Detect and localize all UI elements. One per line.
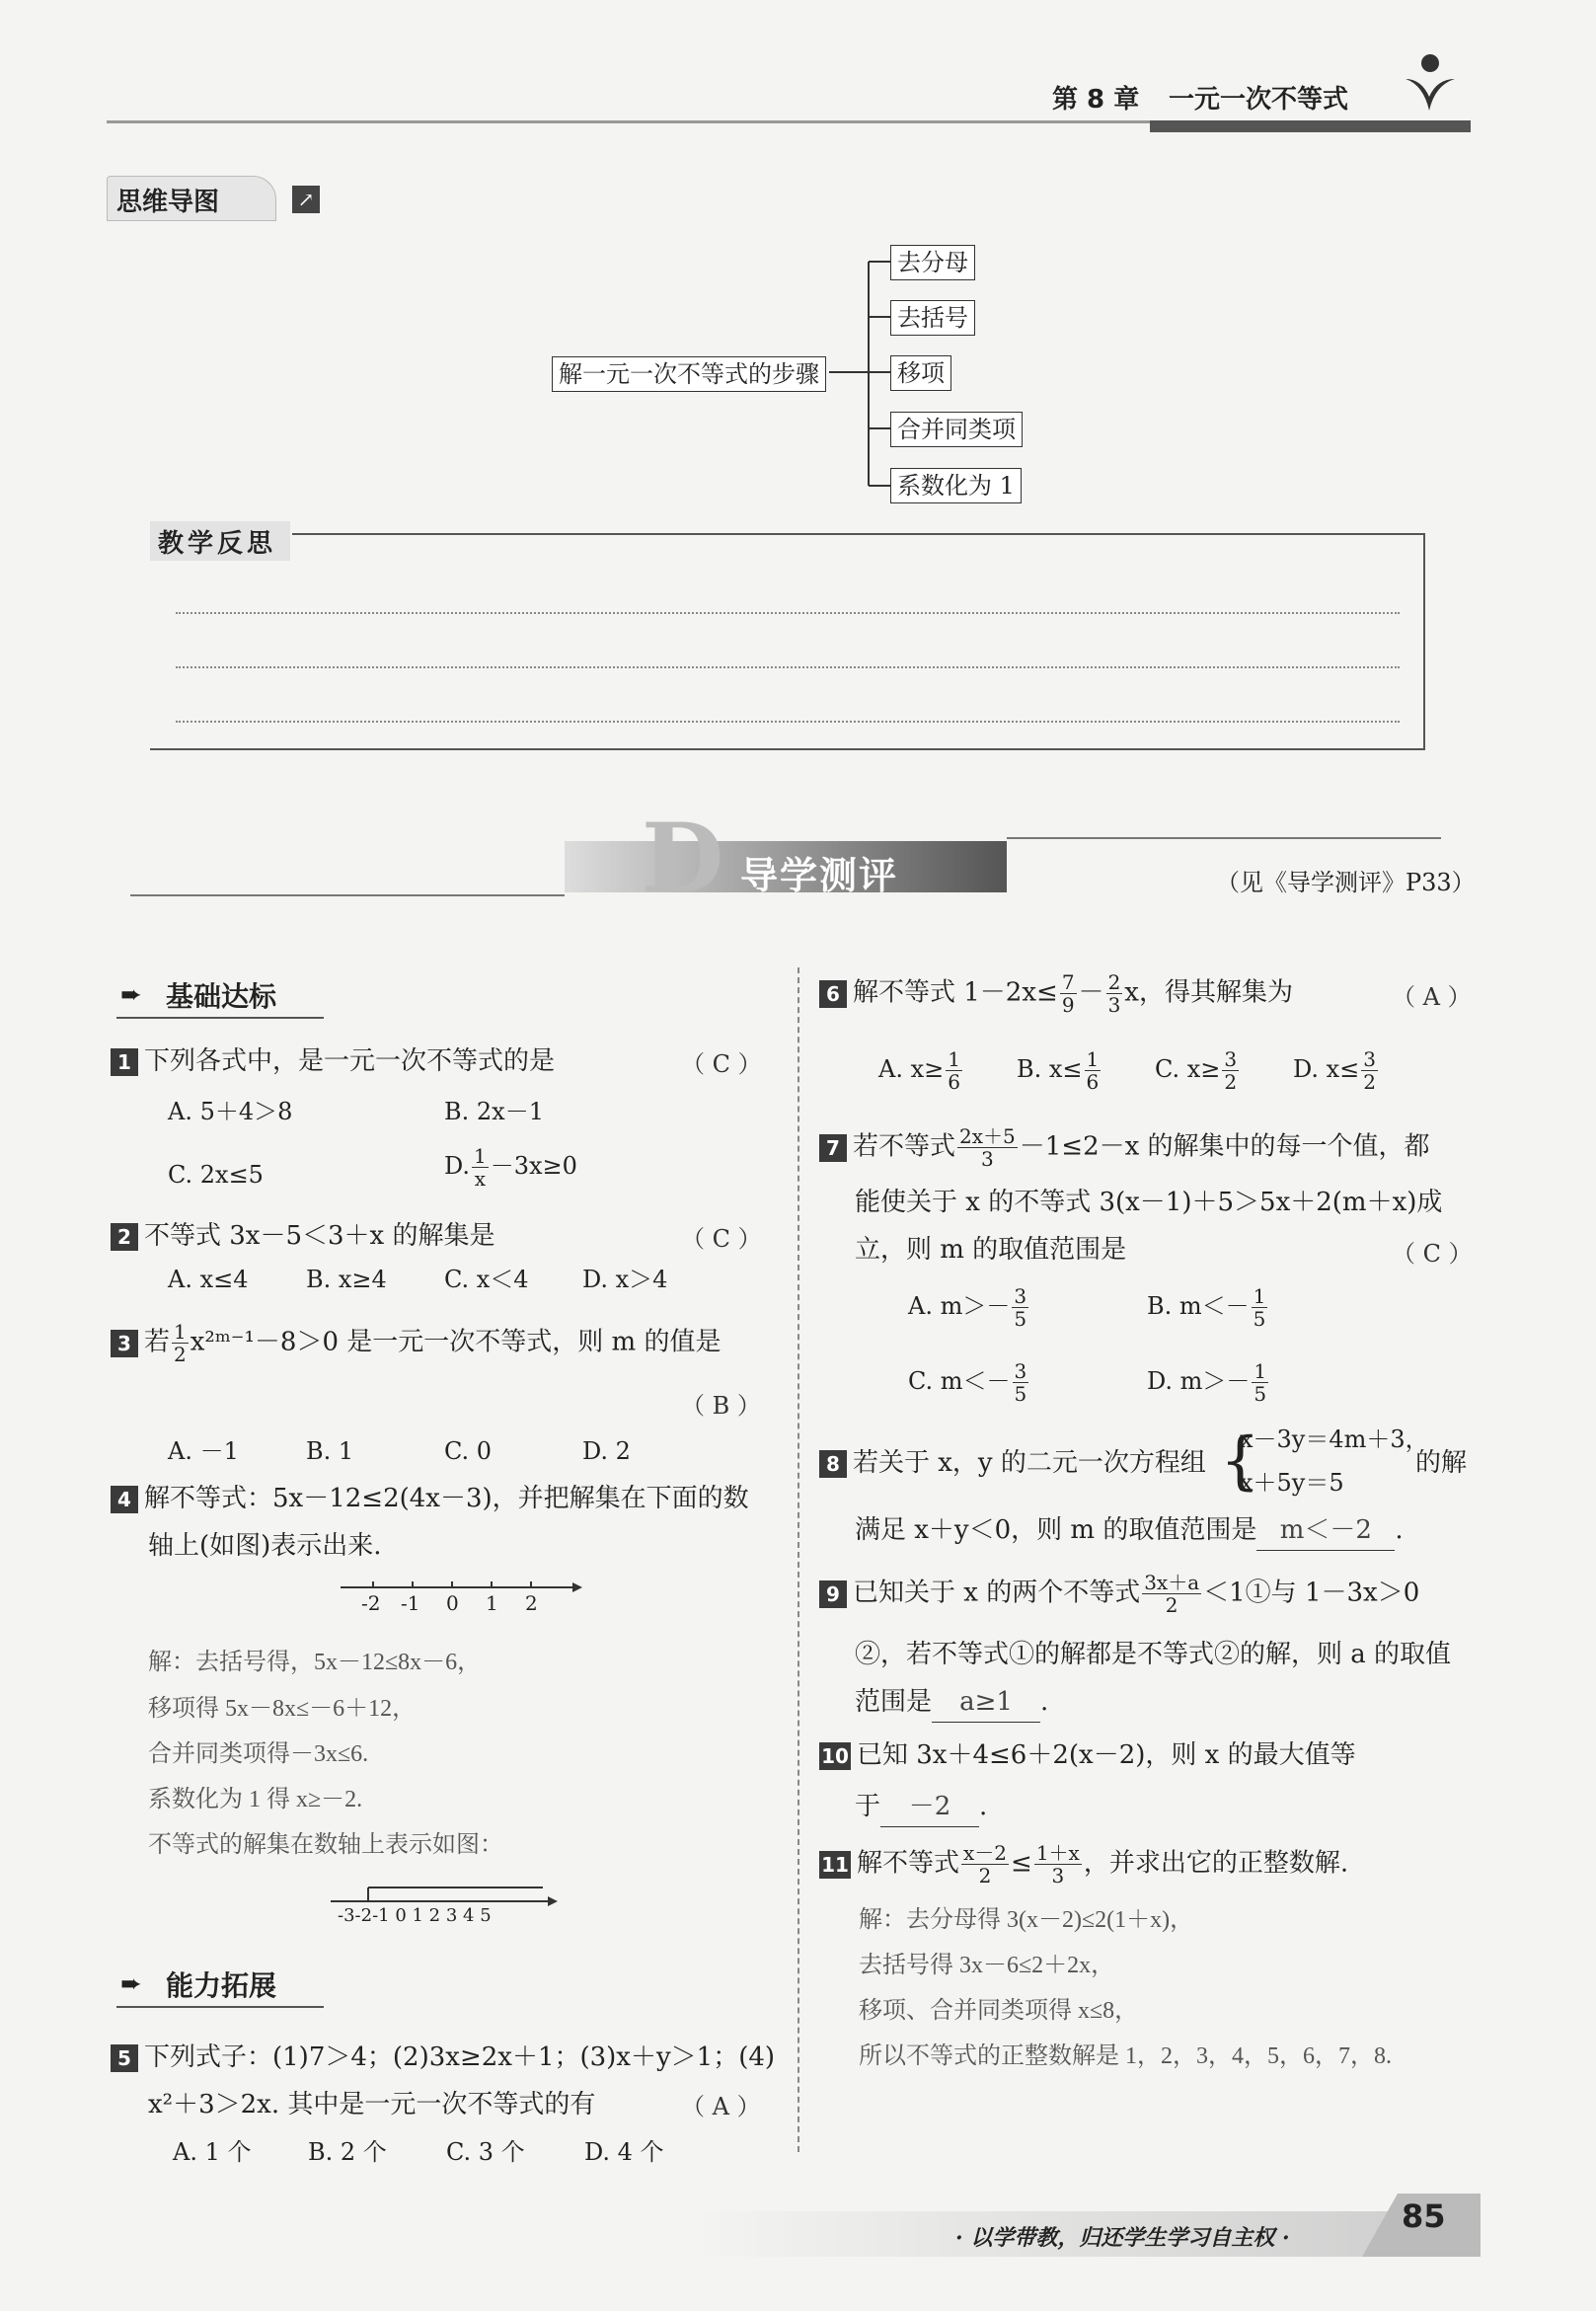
fraction: $\frac{3}{5}$ (1014, 1284, 1027, 1331)
question-text: x，得其解集为 (1124, 977, 1293, 1008)
question-2 (111, 1216, 494, 1256)
question-text: 解不等式 1－2x≤ (853, 977, 1058, 1008)
section-basic-title: 基础达标 (166, 980, 277, 1013)
fraction: $\frac{3x+a}{2}$ (1144, 1571, 1200, 1617)
option-a: A. －1 (168, 1437, 239, 1465)
fraction: $\frac{x-2}{2}$ (963, 1841, 1008, 1887)
question-text: 下列各式中，是一元一次不等式的是 (144, 1046, 556, 1076)
fraction: $\frac{3}{2}$ (1224, 1047, 1238, 1094)
section-basic-icon: ➨ (120, 980, 142, 1010)
axis-tick-label: -2 (361, 1591, 381, 1615)
solution-line: 所以不等式的正整数解是 1，2，3，4，5，6，7，8. (859, 2043, 1392, 2069)
banner-title: 导学测评 (740, 854, 899, 897)
reflection-line (176, 721, 1400, 723)
question-text: 已知关于 x 的两个不等式 (853, 1578, 1141, 1608)
reflection-line (176, 612, 1400, 614)
question-text: ，并求出它的正整数解. (1083, 1848, 1349, 1879)
axis-tick-label: 1 (486, 1591, 498, 1615)
reflection-frame (150, 533, 1425, 750)
fill-answer: －2 (880, 1787, 979, 1827)
question-text: 若 (144, 1327, 171, 1357)
fraction: $\frac{1+x}{3}$ (1035, 1841, 1080, 1887)
fraction: $\frac{1}{5}$ (1253, 1284, 1266, 1331)
question-number: 3 (111, 1330, 138, 1357)
option-c: C. x＜4 (444, 1266, 529, 1293)
axis-tick-label: 2 (525, 1591, 538, 1615)
banner-line-right (1007, 837, 1441, 839)
option-c: C. 2x≤5 (168, 1161, 264, 1189)
solution-line: 去括号得 3x－6≤2＋2x， (859, 1953, 1115, 1978)
question-9 (819, 1572, 1419, 1616)
question-text: 不等式 3x－5＜3＋x 的解集是 (144, 1221, 495, 1251)
solution-line: 解：去分母得 3(x－2)≤2(1＋x)， (859, 1907, 1194, 1933)
option-a: A. x≥ $\frac{1}{6}$ (878, 1047, 960, 1094)
banner-letter: D (642, 803, 724, 914)
page-number: 85 (1402, 2197, 1446, 2235)
question-text: 能使关于 x 的不等式 3(x－1)＋5＞5x＋2(m＋x)成 (855, 1188, 1443, 1217)
option-d (444, 1145, 577, 1190)
option-d: D. 2 (582, 1437, 631, 1465)
question-text: 若不等式 (853, 1131, 956, 1162)
axis-tick-label: 0 (446, 1591, 459, 1615)
equation-line: x－3y＝4m＋3， (1240, 1425, 1429, 1453)
option-a: A. 1 个 (173, 2138, 252, 2166)
question-8-line2: 满足 x＋y＜0，则 m 的取值范围是 m＜－2 . (855, 1510, 1404, 1551)
mindmap-step: 去括号 (890, 300, 975, 336)
question-number: 10 (819, 1742, 851, 1770)
mindmap-connector (829, 247, 898, 503)
question-number: 4 (111, 1486, 138, 1513)
question-text: 解不等式 (857, 1848, 960, 1879)
mindmap-step: 去分母 (890, 245, 975, 280)
option-d: D. m＞－ $\frac{1}{5}$ (1147, 1359, 1267, 1406)
solution-line: 解：去括号得，5x－12≤8x－6， (148, 1650, 482, 1675)
question-text: 立，则 m 的取值范围是 (855, 1235, 1127, 1265)
footer-slogan: · 以学带教，归还学生学习自主权 · (955, 2225, 1290, 2251)
option-b: B. 2x－1 (444, 1098, 544, 1125)
option-a: A. x≤4 (168, 1266, 249, 1293)
option-label: D. (444, 1152, 471, 1180)
question-text: ≤ (1011, 1848, 1032, 1879)
mindmap-root: 解一元一次不等式的步骤 (552, 356, 826, 392)
mindmap-step: 合并同类项 (890, 412, 1023, 447)
option-c: C. 3 个 (446, 2138, 525, 2166)
question-text: 解不等式：5x－12≤2(4x－3)，并把解集在下面的数 (144, 1484, 749, 1513)
solution-line: 合并同类项得－3x≤6. (148, 1741, 369, 1767)
question-text: 的解 (1415, 1448, 1468, 1478)
solution-line: 移项、合并同类项得 x≤8， (859, 1998, 1139, 2024)
equation-line: x＋5y＝5 (1240, 1469, 1344, 1497)
chapter-label: 第 8 章 (1052, 85, 1140, 115)
question-10 (819, 1735, 1356, 1775)
mindmap-label: 思维导图 (116, 188, 220, 217)
answer-bracket: （ C ） (681, 1050, 762, 1078)
reader-logo-icon (1394, 49, 1463, 118)
option-b: B. m＜－ $\frac{1}{5}$ (1147, 1284, 1266, 1331)
option-c: C. x≥ $\frac{3}{2}$ (1155, 1047, 1238, 1094)
question-text: － (1078, 977, 1104, 1008)
mindmap-step: 系数化为 1 (890, 468, 1022, 503)
fraction: $\frac{1}{5}$ (1254, 1359, 1267, 1406)
option-b: B. x≥4 (306, 1266, 387, 1293)
fraction: $\frac{1}{2}$ (174, 1320, 187, 1366)
question-number: 9 (819, 1580, 847, 1608)
header-rule-dark (1150, 120, 1471, 132)
question-11 (819, 1842, 1348, 1887)
question-number: 11 (819, 1851, 851, 1879)
question-number: 1 (111, 1048, 138, 1076)
question-9-line3: 范围是 a≥1 . (855, 1682, 1048, 1723)
question-text: 轴上(如图)表示出来. (148, 1531, 382, 1561)
question-text: x²ᵐ⁻¹－8＞0 是一元一次不等式，则 m 的值是 (190, 1327, 722, 1357)
brace-icon: { (1220, 1425, 1260, 1498)
option-c: C. m＜－ $\frac{3}{5}$ (908, 1359, 1027, 1406)
question-number: 5 (111, 2044, 138, 2072)
option-c: C. 0 (444, 1437, 493, 1465)
fraction: $\frac{7}{9}$ (1061, 970, 1075, 1017)
answer-bracket: （ C ） (681, 1225, 762, 1253)
axis-tick-label: -1 (401, 1591, 420, 1615)
arrow-icon: ↗ (292, 186, 320, 213)
option-d: D. 4 个 (584, 2138, 664, 2166)
question-text: ＜1①与 1－3x＞0 (1203, 1578, 1420, 1608)
question-8 (819, 1443, 1206, 1483)
fraction: $\frac{3}{5}$ (1014, 1359, 1027, 1406)
answer-bracket: （ A ） (681, 2093, 761, 2120)
answer-bracket: （ A ） (1392, 983, 1472, 1011)
banner-line-left (130, 894, 565, 896)
reflection-top-line (292, 533, 1423, 535)
fraction: $\frac{1}{6}$ (948, 1047, 960, 1094)
option-text: －3x≥0 (490, 1152, 577, 1180)
section-advanced-title: 能力拓展 (166, 1969, 277, 2002)
fill-answer: a≥1 (932, 1682, 1040, 1723)
chapter-title: 一元一次不等式 (1169, 85, 1349, 115)
section-advanced-icon: ➨ (120, 1969, 142, 1999)
option-d: D. x＞4 (582, 1266, 668, 1293)
solution-line: 不等式的解集在数轴上表示如图： (148, 1832, 503, 1858)
question-6 (819, 971, 1293, 1016)
option-a: A. 5＋4＞8 (168, 1098, 293, 1125)
mindmap-step: 移项 (890, 355, 951, 391)
reflection-line (176, 666, 1400, 668)
option-b: B. 2 个 (308, 2138, 387, 2166)
column-divider (798, 967, 799, 2152)
question-4 (111, 1479, 749, 1518)
question-text: 下列式子：(1)7＞4；(2)3x≥2x＋1；(3)x＋y＞1；(4) (144, 2042, 776, 2072)
solution-line: 系数化为 1 得 x≥－2. (148, 1787, 363, 1812)
fraction: $\frac{1}{6}$ (1086, 1047, 1100, 1094)
fraction: $\frac{2}{3}$ (1107, 970, 1121, 1017)
section-basic-underline (116, 1017, 324, 1019)
question-7 (819, 1125, 1430, 1170)
question-number: 6 (819, 980, 847, 1008)
fraction: $\frac{3}{2}$ (1363, 1047, 1377, 1094)
option-b: B. x≤ $\frac{1}{6}$ (1017, 1047, 1100, 1094)
banner-ref: （见《导学测评》P33） (1216, 869, 1476, 896)
fill-answer: m＜－2 (1256, 1510, 1395, 1551)
axis-tick-labels: -3-2-1 0 1 2 3 4 5 (338, 1905, 492, 1926)
question-text: x²＋3＞2x. 其中是一元一次不等式的有 (148, 2090, 596, 2119)
option-a: A. m＞－ $\frac{3}{5}$ (908, 1284, 1027, 1331)
answer-bracket: （ C ） (1392, 1240, 1473, 1268)
solution-line: 移项得 5x－8x≤－6＋12， (148, 1696, 417, 1722)
question-5 (111, 2038, 775, 2077)
question-number: 7 (819, 1134, 847, 1162)
question-number: 2 (111, 1223, 138, 1251)
question-text: ②，若不等式①的解都是不等式②的解，则 a 的取值 (855, 1640, 1452, 1669)
question-text: 已知 3x＋4≤6＋2(x－2)，则 x 的最大值等 (857, 1740, 1356, 1770)
option-b: B. 1 (306, 1437, 354, 1465)
question-1 (111, 1041, 555, 1081)
option-d: D. x≤ $\frac{3}{2}$ (1293, 1047, 1377, 1094)
question-number: 8 (819, 1450, 847, 1478)
question-10-line2: 于 －2 . (855, 1787, 987, 1827)
reflection-label: 教学反思 (158, 529, 277, 559)
answer-bracket: （ B ） (681, 1392, 761, 1420)
question-text: 若关于 x，y 的二元一次方程组 (853, 1448, 1206, 1478)
question-text: －1≤2－x 的解集中的每一个值，都 (1019, 1131, 1430, 1162)
question-3 (111, 1321, 721, 1365)
section-advanced-underline (116, 2006, 324, 2008)
fraction: $\frac{2x+5}{3}$ (959, 1124, 1016, 1171)
fraction: $\frac{1}{x}$ (474, 1144, 487, 1191)
